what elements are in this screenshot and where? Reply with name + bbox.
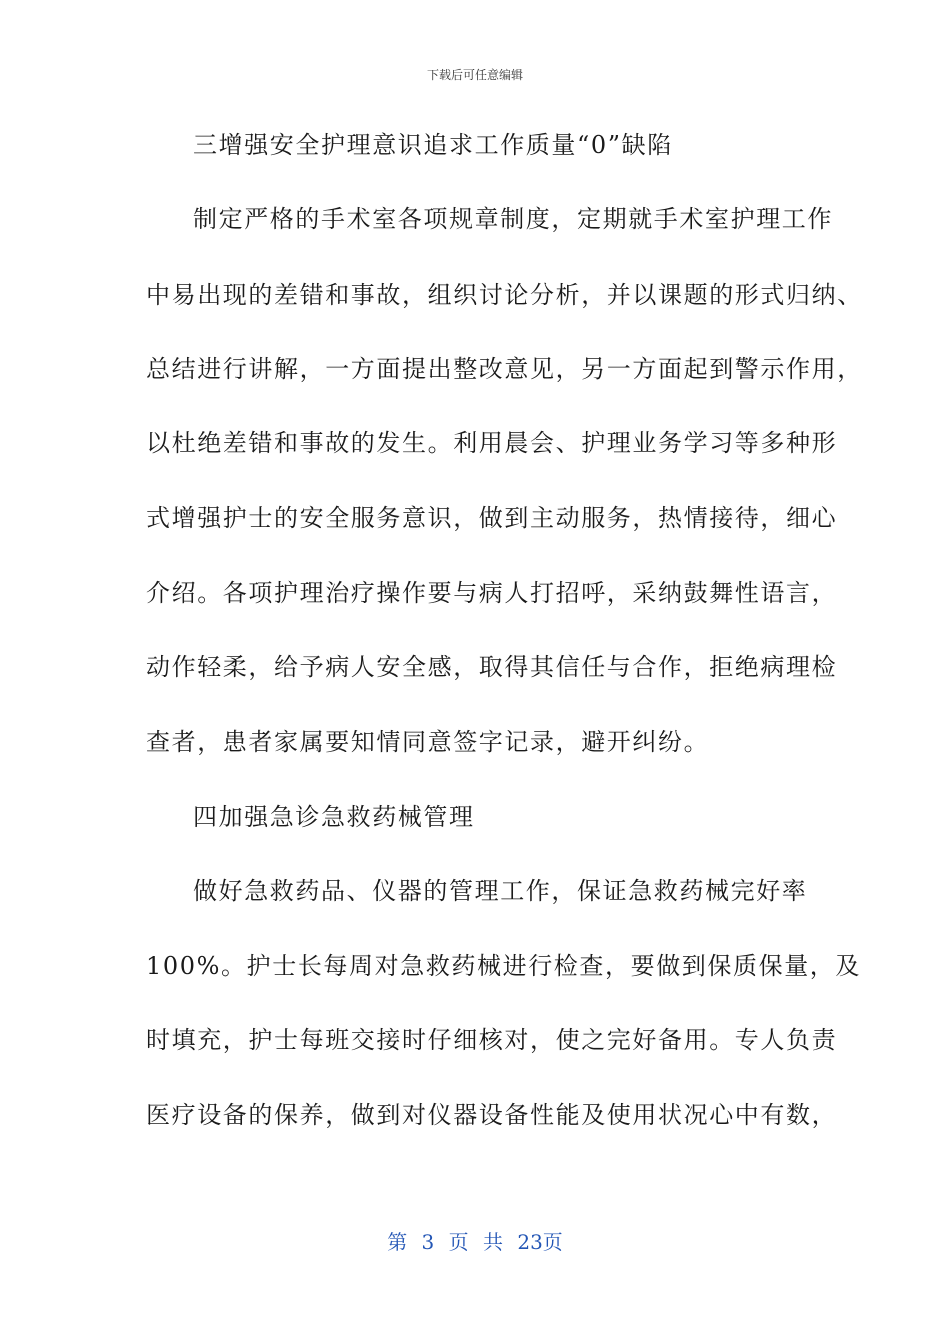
paragraph-line: 做好急救药品、仪器的管理工作，保证急救药械完好率 [193,877,808,905]
paragraph-line: 总结进行讲解，一方面提出整改意见，另一方面起到警示作用， [146,355,863,383]
paragraph-line: 动作轻柔，给予病人安全感，取得其信任与合作，拒绝病理检 [146,653,838,681]
paragraph-line: 医疗设备的保养，做到对仪器设备性能及使用状况心中有数， [146,1101,838,1129]
section-heading-4: 四加强急诊急救药械管理 [193,803,475,831]
paragraph-line: 时填充，护士每班交接时仔细核对，使之完好备用。专人负责 [146,1026,838,1054]
section-heading-3: 三增强安全护理意识追求工作质量“0”缺陷 [193,131,673,159]
paragraph-line: 100%。护士长每周对急救药械进行检查，要做到保质保量，及 [146,952,862,980]
paragraph-line: 中易出现的差错和事故，组织讨论分析，并以课题的形式归纳、 [146,281,863,309]
paragraph-line: 以杜绝差错和事故的发生。利用晨会、护理业务学习等多种形 [146,429,838,457]
paragraph-line: 式增强护士的安全服务意识，做到主动服务，热情接待，细心 [146,504,838,532]
page-number: 第 3 页 共 23页 [387,1230,563,1254]
paragraph-line: 查者，患者家属要知情同意签字记录，避开纠纷。 [146,728,710,756]
page-header-note: 下载后可任意编辑 [426,68,523,82]
paragraph-line: 介绍。各项护理治疗操作要与病人打招呼，采纳鼓舞性语言， [146,579,838,607]
paragraph-line: 制定严格的手术室各项规章制度，定期就手术室护理工作 [193,205,833,233]
